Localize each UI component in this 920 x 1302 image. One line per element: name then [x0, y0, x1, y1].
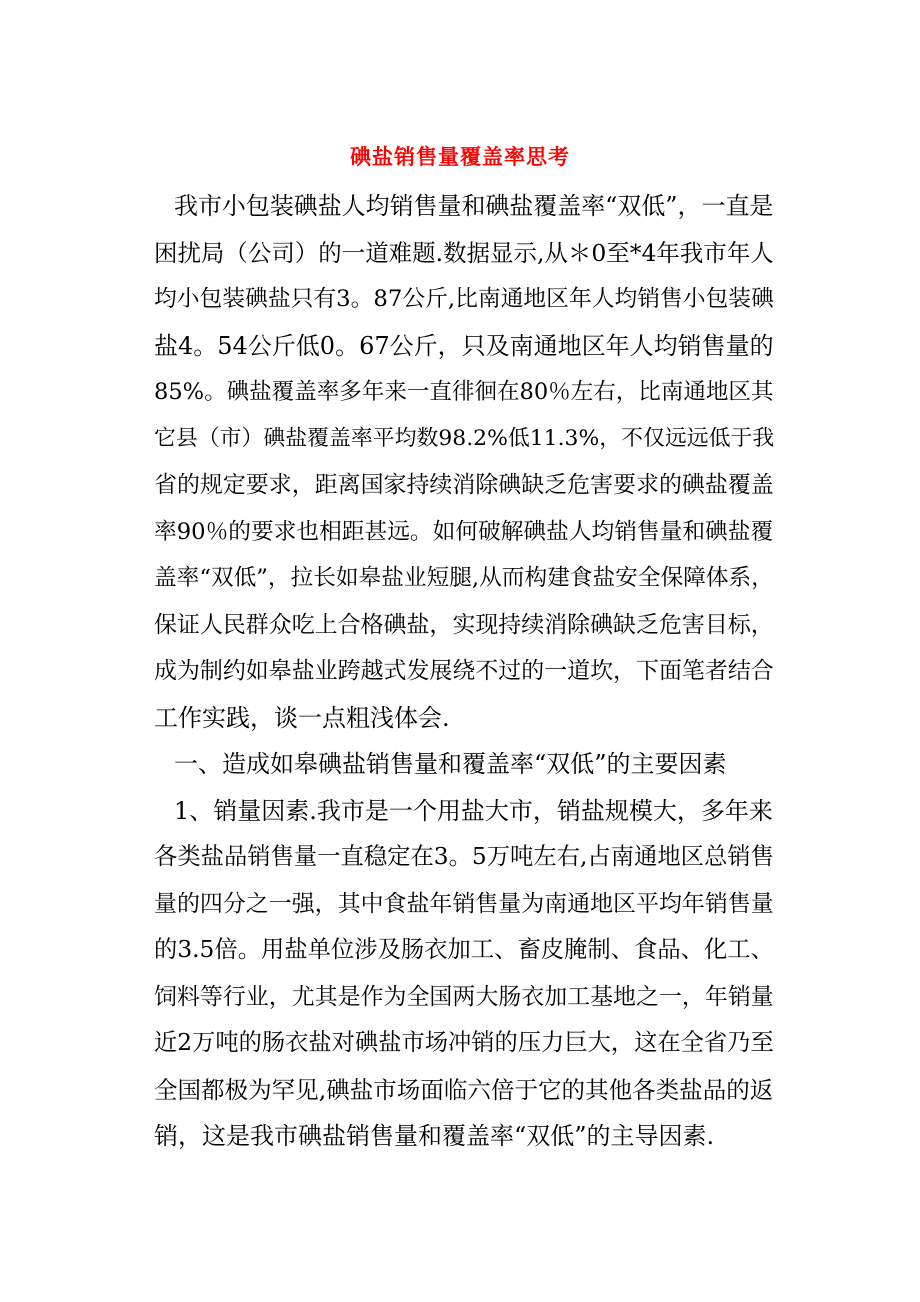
document-title: 碘盐销售量覆盖率思考 — [350, 144, 570, 169]
paragraph-line: 盖率“双低”，拉长如皋盐业短腿,从而构建食盐安全保障体系， — [154, 565, 774, 591]
paragraph-line: 省的规定要求，距离国家持续消除碘缺乏危害要求的碘盐覆盖 — [154, 472, 774, 498]
paragraph-line: 我市小包装碘盐人均销售量和碘盐覆盖率“双低”，一直是 — [174, 192, 774, 220]
paragraph-line: 近2万吨的肠衣盐对碘盐市场冲销的压力巨大，这在全省乃至 — [154, 1029, 774, 1056]
paragraph-line: 各类盐品销售量一直稳定在3。5万吨左右,占南通地区总销售 — [154, 843, 774, 870]
paragraph-line: 成为制约如皋盐业跨越式发展绕不过的一道坎，下面笔者结合 — [154, 658, 774, 684]
paragraph-line: 均小包装碘盐只有3。87公斤,比南通地区年人均销售小包装碘 — [154, 286, 774, 312]
paragraph-line: 工作实践，谈一点粗浅体会. — [154, 703, 450, 732]
paragraph-line: 保证人民群众吃上合格碘盐，实现持续消除碘缺乏危害目标， — [154, 611, 774, 638]
paragraph-line: 饲料等行业，尤其是作为全国两大肠衣加工基地之一，年销量 — [154, 983, 774, 1010]
paragraph-line: 量的四分之一强，其中食盐年销售量为南通地区平均年销售量 — [154, 890, 774, 917]
paragraph-line: 它县（市）碘盐覆盖率平均数98.2%低11.3%，不仅远远低于我 — [154, 425, 775, 451]
document-body — [154, 183, 774, 1160]
paragraph-line: 困扰局（公司）的一道难题.数据显示,从＊0至*4年我市年人 — [154, 238, 774, 267]
paragraph-line: 1、销量因素.我市是一个用盐大市，销盐规模大，多年来 — [174, 796, 773, 825]
paragraph-line: 全国都极为罕见,碘盐市场面临六倍于它的其他各类盐品的返 — [154, 1075, 774, 1104]
paragraph-line: 率90％的要求也相距甚远。如何破解碘盐人均销售量和碘盐覆 — [154, 518, 774, 545]
paragraph-line: 85%。碘盐覆盖率多年来一直徘徊在80％左右，比南通地区其 — [154, 379, 774, 405]
paragraph-line: 盐4。54公斤低0。67公斤，只及南通地区年人均销售量的 — [154, 331, 774, 360]
paragraph-line: 的3.5倍。用盐单位涉及肠衣加工、畜皮腌制、食品、化工、 — [154, 936, 774, 963]
paragraph-line: 销，这是我市碘盐销售量和覆盖率“双低”的主导因素. — [154, 1122, 715, 1150]
paragraph-line: 一、造成如皋碘盐销售量和覆盖率“双低”的主要因素 — [174, 750, 727, 778]
